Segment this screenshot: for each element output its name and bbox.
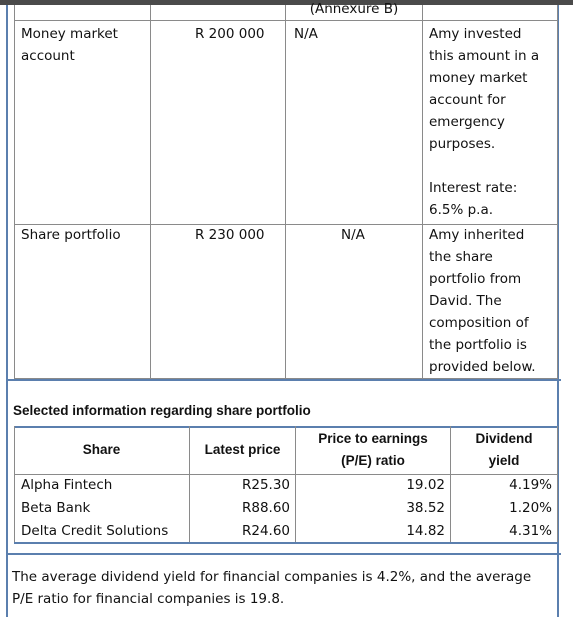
portfolio-title: Selected information regarding share portfolio — [13, 403, 311, 418]
table-border — [14, 5, 15, 379]
header-share: Share — [82, 442, 121, 457]
table-border — [557, 426, 558, 544]
footnote — [12, 566, 560, 610]
section-divider — [6, 379, 561, 381]
table-row-share: Alpha Fintech — [21, 477, 113, 493]
header-pe-ratio: Price to earnings (P/E) ratio — [318, 431, 428, 468]
asset-col3: N/A — [294, 26, 318, 42]
asset-value: R 230 000 — [195, 227, 265, 243]
table-border — [422, 5, 423, 379]
table-border — [285, 5, 286, 379]
table-border — [14, 542, 559, 544]
annexure-label: (Annexure B) — [309, 1, 399, 17]
section-divider — [6, 553, 561, 555]
table-row-dy: 4.31% — [509, 523, 552, 539]
table-row-price: R88.60 — [241, 500, 290, 516]
footnote-line: The average dividend yield for financial companies is 4.2%, and the average — [12, 569, 532, 585]
asset-note: Amy inherited the share portfolio from David. The composition of the portfolio is provided below. — [429, 227, 536, 375]
table-row-price: R24.60 — [241, 523, 290, 539]
table-row-price: R25.30 — [241, 477, 290, 493]
header-latest-price: Latest price — [204, 442, 281, 457]
asset-name: Share portfolio — [21, 227, 121, 243]
header-dividend-yield: Dividend yield — [475, 431, 533, 468]
asset-value: R 200 000 — [195, 26, 265, 42]
asset-note: Amy invested this amount in a money market account for emergency purposes. Interest rate: 6.5% p.a. — [429, 26, 540, 218]
table-row-pe: 14.82 — [406, 523, 445, 539]
table-row-pe: 19.02 — [406, 477, 445, 493]
assets-table — [14, 1, 559, 379]
table-row-dy: 4.19% — [509, 477, 552, 493]
footnote-line: P/E ratio for financial companies is 19.8. — [12, 591, 285, 607]
table-border — [150, 5, 151, 379]
table-row-dy: 1.20% — [509, 500, 552, 516]
asset-name: Money market account — [21, 26, 118, 64]
table-row-share: Beta Bank — [21, 500, 91, 516]
asset-col3: N/A — [341, 227, 365, 243]
table-row-share: Delta Credit Solutions — [21, 523, 169, 539]
portfolio-table — [14, 426, 559, 544]
table-border — [14, 20, 558, 21]
table-border — [557, 5, 558, 379]
table-row-pe: 38.52 — [406, 500, 445, 516]
